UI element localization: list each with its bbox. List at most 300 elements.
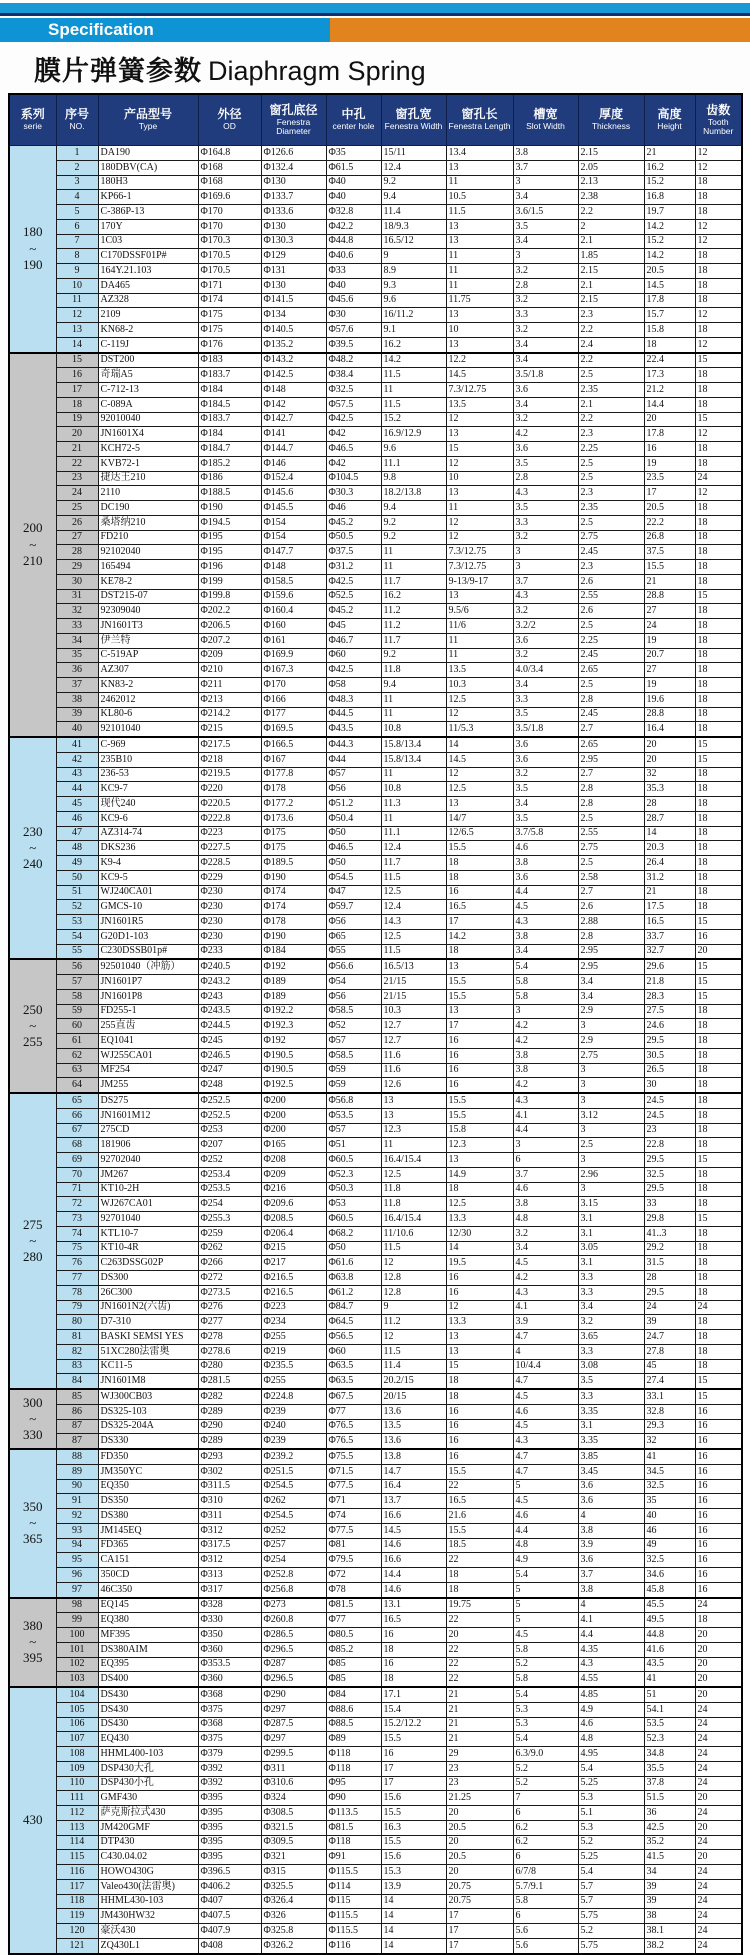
fenestra-diameter-cell: Φ147.7 (261, 545, 326, 560)
tooth-number-cell: 18 (695, 1093, 742, 1108)
od-cell: Φ168 (198, 175, 261, 190)
center-hole-cell: Φ55 (326, 944, 381, 959)
od-cell: Φ311.5 (198, 1479, 261, 1494)
row-number-cell: 107 (56, 1732, 98, 1747)
fenestra-length-cell: 22 (446, 1553, 513, 1568)
row-number-cell: 21 (56, 442, 98, 457)
thickness-cell: 3.4 (578, 1300, 644, 1315)
fenestra-length-cell: 17 (446, 1019, 513, 1034)
center-hole-cell: Φ104.5 (326, 471, 381, 486)
series-label-cell (9, 959, 56, 1093)
type-cell: GMCS-10 (98, 900, 198, 915)
fenestra-width-cell: 11 (381, 707, 446, 722)
specification-label: Specification (48, 20, 154, 39)
fenestra-length-cell: 19.5 (446, 1256, 513, 1271)
tooth-number-cell: 18 (695, 1613, 742, 1628)
od-cell: Φ164.8 (198, 146, 261, 161)
table-row (9, 1108, 742, 1123)
fenestra-width-cell: 11 (381, 811, 446, 826)
type-cell: 51XC280法雷奥 (98, 1344, 198, 1359)
thickness-cell: 5.7 (578, 1879, 644, 1894)
fenestra-width-cell: 11.7 (381, 574, 446, 589)
fenestra-diameter-cell: Φ130 (261, 219, 326, 234)
fenestra-width-cell: 11.5 (381, 944, 446, 959)
thickness-cell: 5.75 (578, 1938, 644, 1953)
type-cell: DSP430大孔 (98, 1761, 198, 1776)
slot-width-cell: 3.5/1.8 (513, 368, 578, 383)
tooth-number-cell: 18 (695, 1034, 742, 1049)
type-cell: DS430 (98, 1687, 198, 1702)
od-cell: Φ170 (198, 219, 261, 234)
thickness-cell: 3 (578, 1063, 644, 1078)
center-hole-cell: Φ115 (326, 1894, 381, 1909)
type-cell: DTP430 (98, 1835, 198, 1850)
fenestra-width-cell: 16.5 (381, 1613, 446, 1628)
tooth-number-cell: 24 (695, 1702, 742, 1717)
row-number-cell: 7 (56, 234, 98, 249)
type-cell: 92102040 (98, 545, 198, 560)
center-hole-cell: Φ37.5 (326, 545, 381, 560)
fenestra-diameter-cell: Φ144.7 (261, 442, 326, 457)
table-row (9, 1894, 742, 1909)
fenestra-diameter-cell: Φ131 (261, 264, 326, 279)
series-label-cell (9, 353, 56, 738)
fenestra-length-cell: 17 (446, 1924, 513, 1939)
slot-width-cell: 6 (513, 1153, 578, 1168)
slot-width-cell: 4.4 (513, 1523, 578, 1538)
series-label-part: ~ (29, 1515, 37, 1531)
height-cell: 53.5 (644, 1717, 695, 1732)
fenestra-length-cell: 11 (446, 278, 513, 293)
height-cell: 20 (644, 412, 695, 427)
thickness-cell: 3.1 (578, 1256, 644, 1271)
fenestra-diameter-cell: Φ192.3 (261, 1019, 326, 1034)
row-number-cell: 93 (56, 1523, 98, 1538)
series-label-part: 180 (23, 224, 43, 240)
height-cell: 23 (644, 1123, 695, 1138)
fenestra-length-cell: 21.6 (446, 1509, 513, 1524)
row-number-cell: 57 (56, 975, 98, 990)
fenestra-width-cell: 9.4 (381, 501, 446, 516)
table-row (9, 1879, 742, 1894)
thickness-cell: 3.8 (578, 1582, 644, 1597)
center-hole-cell: Φ52.3 (326, 1167, 381, 1182)
fenestra-length-cell: 16 (446, 1034, 513, 1049)
center-hole-cell: Φ32.8 (326, 205, 381, 220)
row-number-cell: 23 (56, 471, 98, 486)
thickness-cell: 3.05 (578, 1241, 644, 1256)
center-hole-cell: Φ30.3 (326, 486, 381, 501)
fenestra-length-cell: 18 (446, 1568, 513, 1583)
od-cell: Φ375 (198, 1732, 261, 1747)
thickness-cell: 5.75 (578, 1909, 644, 1924)
row-number-cell: 82 (56, 1344, 98, 1359)
od-cell: Φ255.3 (198, 1212, 261, 1227)
row-number-cell: 63 (56, 1063, 98, 1078)
row-number-cell: 70 (56, 1167, 98, 1182)
thickness-cell: 2.6 (578, 604, 644, 619)
thickness-cell: 3.12 (578, 1108, 644, 1123)
center-hole-cell: Φ58.5 (326, 1004, 381, 1019)
type-cell: 180H3 (98, 175, 198, 190)
od-cell: Φ243 (198, 989, 261, 1004)
fenestra-diameter-cell: Φ130 (261, 175, 326, 190)
center-hole-cell: Φ61.2 (326, 1285, 381, 1300)
slot-width-cell: 4.2 (513, 1034, 578, 1049)
tooth-number-cell: 18 (695, 323, 742, 338)
od-cell: Φ230 (198, 915, 261, 930)
slot-width-cell: 10/4.4 (513, 1359, 578, 1374)
height-cell: 17.3 (644, 368, 695, 383)
fenestra-length-cell: 11 (446, 249, 513, 264)
height-cell: 32.5 (644, 1479, 695, 1494)
fenestra-diameter-cell: Φ160 (261, 619, 326, 634)
center-hole-cell: Φ51 (326, 1138, 381, 1153)
height-cell: 40 (644, 1509, 695, 1524)
tooth-number-cell: 18 (695, 456, 742, 471)
height-cell: 20.7 (644, 648, 695, 663)
fenestra-length-cell: 12 (446, 515, 513, 530)
fenestra-length-cell: 15.8 (446, 1123, 513, 1138)
od-cell: Φ184.5 (198, 397, 261, 412)
od-cell: Φ213 (198, 692, 261, 707)
table-row (9, 1909, 742, 1924)
type-cell: DS430 (98, 1717, 198, 1732)
fenestra-length-cell: 20 (446, 1865, 513, 1880)
table-row (9, 707, 742, 722)
center-hole-cell: Φ50.3 (326, 1182, 381, 1197)
slot-width-cell: 4.5 (513, 1628, 578, 1643)
center-hole-cell: Φ84 (326, 1687, 381, 1702)
tooth-number-cell: 18 (695, 648, 742, 663)
header-label-zh: 齿数 (706, 102, 731, 117)
row-number-cell: 26 (56, 515, 98, 530)
table-row (9, 530, 742, 545)
slot-width-cell: 4 (513, 1344, 578, 1359)
slot-width-cell: 6.2 (513, 1820, 578, 1835)
height-cell: 18 (644, 337, 695, 352)
height-cell: 45 (644, 1359, 695, 1374)
od-cell: Φ252.5 (198, 1108, 261, 1123)
thickness-cell: 3 (578, 1123, 644, 1138)
col-header-no (56, 94, 98, 146)
slot-width-cell: 5.3 (513, 1702, 578, 1717)
row-number-cell: 100 (56, 1628, 98, 1643)
center-hole-cell: Φ39.5 (326, 337, 381, 352)
fenestra-length-cell: 12 (446, 1300, 513, 1315)
type-cell: KN68-2 (98, 323, 198, 338)
slot-width-cell: 3.8 (513, 1048, 578, 1063)
fenestra-width-cell: 14 (381, 1894, 446, 1909)
fenestra-diameter-cell: Φ321 (261, 1850, 326, 1865)
tooth-number-cell: 18 (695, 560, 742, 575)
center-hole-cell: Φ42.5 (326, 574, 381, 589)
fenestra-length-cell: 13 (446, 797, 513, 812)
fenestra-length-cell: 16 (446, 1048, 513, 1063)
fenestra-width-cell: 17 (381, 1776, 446, 1791)
fenestra-width-cell: 11.3 (381, 797, 446, 812)
type-cell: 奇瑞A5 (98, 368, 198, 383)
header-label-zh: 窗孔底径 (269, 102, 318, 117)
type-cell: KTL10-7 (98, 1226, 198, 1241)
fenestra-width-cell: 9 (381, 1300, 446, 1315)
fenestra-diameter-cell: Φ130 (261, 278, 326, 293)
center-hole-cell: Φ31.2 (326, 560, 381, 575)
thickness-cell: 2.1 (578, 397, 644, 412)
fenestra-length-cell: 12.5 (446, 692, 513, 707)
fenestra-length-cell: 13 (446, 1153, 513, 1168)
height-cell: 54.1 (644, 1702, 695, 1717)
fenestra-diameter-cell: Φ192.2 (261, 1004, 326, 1019)
fenestra-diameter-cell: Φ219 (261, 1344, 326, 1359)
fenestra-length-cell: 20.5 (446, 1820, 513, 1835)
row-number-cell: 48 (56, 841, 98, 856)
center-hole-cell: Φ89 (326, 1732, 381, 1747)
tooth-number-cell: 15 (695, 737, 742, 752)
height-cell: 27 (644, 604, 695, 619)
row-number-cell: 54 (56, 929, 98, 944)
fenestra-width-cell: 9.4 (381, 678, 446, 693)
row-number-cell: 53 (56, 915, 98, 930)
table-row (9, 234, 742, 249)
table-row (9, 1256, 742, 1271)
fenestra-diameter-cell: Φ141 (261, 427, 326, 442)
height-cell: 17 (644, 486, 695, 501)
fenestra-length-cell: 12.5 (446, 782, 513, 797)
type-cell: KL80-6 (98, 707, 198, 722)
center-hole-cell: Φ56 (326, 989, 381, 1004)
fenestra-diameter-cell: Φ309.5 (261, 1835, 326, 1850)
row-number-cell: 106 (56, 1717, 98, 1732)
slot-width-cell: 3.5 (513, 782, 578, 797)
table-row (9, 678, 742, 693)
height-cell: 20 (644, 752, 695, 767)
fenestra-diameter-cell: Φ324 (261, 1791, 326, 1806)
row-number-cell: 84 (56, 1374, 98, 1389)
center-hole-cell: Φ52.5 (326, 589, 381, 604)
tooth-number-cell: 18 (695, 797, 742, 812)
series-label-part: 250 (23, 1001, 43, 1017)
od-cell: Φ278.6 (198, 1344, 261, 1359)
row-number-cell: 22 (56, 456, 98, 471)
fenestra-width-cell: 16.3 (381, 1820, 446, 1835)
type-cell: 2110 (98, 486, 198, 501)
height-cell: 27.5 (644, 1004, 695, 1019)
height-cell: 24.7 (644, 1330, 695, 1345)
slot-width-cell: 4.6 (513, 1404, 578, 1419)
height-cell: 22.2 (644, 515, 695, 530)
type-cell: DS325-103 (98, 1404, 198, 1419)
fenestra-width-cell: 13 (381, 1108, 446, 1123)
fenestra-diameter-cell: Φ297 (261, 1732, 326, 1747)
series-label-part: ~ (29, 839, 37, 855)
od-cell: Φ276 (198, 1300, 261, 1315)
od-cell: Φ252.5 (198, 1093, 261, 1108)
fenestra-diameter-cell: Φ126.6 (261, 146, 326, 161)
header-label-en: OD (223, 121, 236, 132)
fenestra-diameter-cell: Φ154 (261, 515, 326, 530)
tooth-number-cell: 24 (695, 1879, 742, 1894)
tooth-number-cell: 18 (695, 826, 742, 841)
series-label-part: 330 (23, 1427, 43, 1443)
fenestra-length-cell: 13 (446, 308, 513, 323)
fenestra-diameter-cell: Φ133.6 (261, 205, 326, 220)
table-row (9, 574, 742, 589)
fenestra-width-cell: 9.2 (381, 648, 446, 663)
thickness-cell: 3 (578, 1153, 644, 1168)
type-cell: EQ1041 (98, 1034, 198, 1049)
thickness-cell: 3.65 (578, 1330, 644, 1345)
series-label-part: 365 (23, 1531, 43, 1547)
fenestra-width-cell: 15.4 (381, 1702, 446, 1717)
thickness-cell: 2.8 (578, 797, 644, 812)
fenestra-diameter-cell: Φ326.2 (261, 1938, 326, 1953)
table-row (9, 1717, 742, 1732)
fenestra-length-cell: 9.5/6 (446, 604, 513, 619)
fenestra-diameter-cell: Φ224.8 (261, 1389, 326, 1404)
fenestra-diameter-cell: Φ130.3 (261, 234, 326, 249)
thickness-cell: 2.15 (578, 146, 644, 161)
od-cell: Φ222.8 (198, 811, 261, 826)
slot-width-cell: 5 (513, 1582, 578, 1597)
diaphragm-spring-spec-table (8, 93, 743, 1955)
fenestra-length-cell: 18 (446, 856, 513, 871)
table-row (9, 1034, 742, 1049)
fenestra-width-cell: 11.2 (381, 619, 446, 634)
od-cell: Φ302 (198, 1464, 261, 1479)
tooth-number-cell: 15 (695, 1153, 742, 1168)
od-cell: Φ350 (198, 1628, 261, 1643)
height-cell: 51.5 (644, 1791, 695, 1806)
fenestra-diameter-cell: Φ251.5 (261, 1464, 326, 1479)
fenestra-diameter-cell: Φ260.8 (261, 1613, 326, 1628)
height-cell: 37.5 (644, 545, 695, 560)
fenestra-length-cell: 18 (446, 1582, 513, 1597)
fenestra-length-cell: 19.75 (446, 1598, 513, 1613)
center-hole-cell: Φ76.5 (326, 1419, 381, 1434)
tooth-number-cell: 24 (695, 1776, 742, 1791)
row-number-cell: 50 (56, 870, 98, 885)
center-hole-cell: Φ59 (326, 1063, 381, 1078)
tooth-number-cell: 20 (695, 1687, 742, 1702)
type-cell: AZ314-74 (98, 826, 198, 841)
tooth-number-cell: 18 (695, 885, 742, 900)
tooth-number-cell: 15 (695, 1212, 742, 1227)
height-cell: 41 (644, 1449, 695, 1464)
od-cell: Φ310 (198, 1494, 261, 1509)
tooth-number-cell: 24 (695, 1938, 742, 1953)
slot-width-cell: 3.6 (513, 442, 578, 457)
fenestra-width-cell: 14 (381, 1924, 446, 1939)
row-number-cell: 43 (56, 767, 98, 782)
height-cell: 49.5 (644, 1613, 695, 1628)
slot-width-cell: 4.3 (513, 915, 578, 930)
fenestra-width-cell: 18 (381, 1672, 446, 1687)
type-cell: DST200 (98, 353, 198, 368)
center-hole-cell: Φ79.5 (326, 1553, 381, 1568)
tooth-number-cell: 18 (695, 1004, 742, 1019)
type-cell: DST215-07 (98, 589, 198, 604)
fenestra-length-cell: 14/7 (446, 811, 513, 826)
tooth-number-cell: 20 (695, 1657, 742, 1672)
tooth-number-cell: 20 (695, 944, 742, 959)
slot-width-cell: 4.9 (513, 1553, 578, 1568)
thickness-cell: 3.35 (578, 1404, 644, 1419)
table-row (9, 929, 742, 944)
fenestra-diameter-cell: Φ296.5 (261, 1672, 326, 1687)
slot-width-cell: 3.6/1.5 (513, 205, 578, 220)
center-hole-cell: Φ45.6 (326, 293, 381, 308)
slot-width-cell: 3.3 (513, 308, 578, 323)
tooth-number-cell: 18 (695, 1108, 742, 1123)
slot-width-cell: 3.2 (513, 412, 578, 427)
fenestra-width-cell: 11 (381, 545, 446, 560)
table-row (9, 1687, 742, 1702)
height-cell: 32.8 (644, 1404, 695, 1419)
row-number-cell: 90 (56, 1479, 98, 1494)
tooth-number-cell: 18 (695, 249, 742, 264)
height-cell: 34.8 (644, 1747, 695, 1762)
row-number-cell: 8 (56, 249, 98, 264)
header-label-zh: 系列 (20, 107, 45, 122)
od-cell: Φ272 (198, 1271, 261, 1286)
col-header-height (644, 94, 695, 146)
table-header-row (9, 94, 742, 146)
thickness-cell: 2.9 (578, 1034, 644, 1049)
height-cell: 20 (644, 737, 695, 752)
height-cell: 30.5 (644, 1048, 695, 1063)
fenestra-length-cell: 15.5 (446, 1464, 513, 1479)
height-cell: 33.7 (644, 929, 695, 944)
slot-width-cell: 3.2 (513, 323, 578, 338)
row-number-cell: 114 (56, 1835, 98, 1850)
fenestra-width-cell: 14 (381, 1909, 446, 1924)
slot-width-cell: 5.7/9.1 (513, 1879, 578, 1894)
fenestra-length-cell: 18 (446, 1389, 513, 1404)
slot-width-cell: 4.5 (513, 1419, 578, 1434)
od-cell: Φ289 (198, 1434, 261, 1449)
fenestra-width-cell: 11.1 (381, 826, 446, 841)
slot-width-cell: 5.8 (513, 1642, 578, 1657)
fenestra-length-cell: 12.5 (446, 1197, 513, 1212)
fenestra-length-cell: 14.5 (446, 752, 513, 767)
center-hole-cell: Φ40 (326, 278, 381, 293)
center-hole-cell: Φ85.2 (326, 1642, 381, 1657)
center-hole-cell: Φ77.5 (326, 1523, 381, 1538)
tooth-number-cell: 20 (695, 1628, 742, 1643)
od-cell: Φ243.2 (198, 975, 261, 990)
thickness-cell: 2.75 (578, 841, 644, 856)
spec-table-body (9, 146, 742, 1954)
row-number-cell: 118 (56, 1894, 98, 1909)
table-row (9, 1330, 742, 1345)
type-cell: AZ328 (98, 293, 198, 308)
od-cell: Φ170.3 (198, 234, 261, 249)
tooth-number-cell: 18 (695, 293, 742, 308)
slot-width-cell: 6/7/8 (513, 1865, 578, 1880)
series-label-part: ~ (29, 536, 37, 552)
thickness-cell: 2.45 (578, 648, 644, 663)
type-cell: WJ240CA01 (98, 885, 198, 900)
type-cell: C430.04.02 (98, 1850, 198, 1865)
thickness-cell: 2.55 (578, 589, 644, 604)
fenestra-width-cell: 16.5/12 (381, 234, 446, 249)
fenestra-length-cell: 18 (446, 1182, 513, 1197)
type-cell: 现代240 (98, 797, 198, 812)
height-cell: 28.8 (644, 589, 695, 604)
type-cell: 255直齿 (98, 1019, 198, 1034)
tooth-number-cell: 18 (695, 663, 742, 678)
